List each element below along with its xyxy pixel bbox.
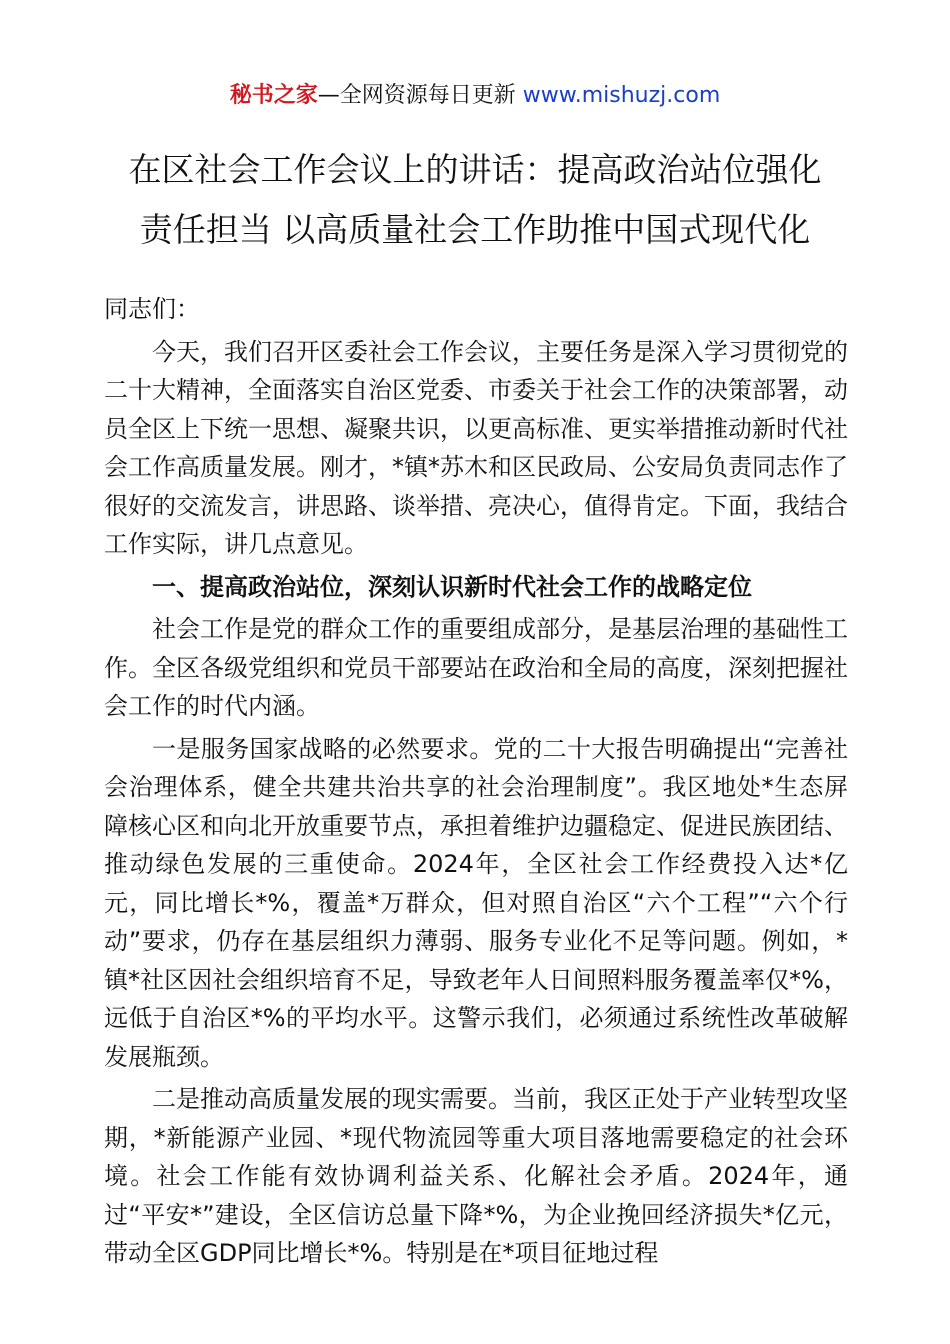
paragraph-section-intro: 社会工作是党的群众工作的重要组成部分，是基层治理的基础性工作。全区各级党组织和党员干部要站在政治和全局的高度，深刻把握社会工作的时代内涵。	[104, 615, 848, 720]
paragraph-point-1: 一是服务国家战略的必然要求。党的二十大报告明确提出“完善社会治理体系，健全共建共治共享的社会治理制度”。我区地处*生态屏障核心区和向北开放重要节点，承担着维护边疆稳定、促进民族团结、推动绿色发展的三重使命。2024年，全区社会工作经费投入达*亿元，同比增长*%，覆盖*万群众，但对照自治区“六个工程”“六个行动”要求，仍存在基层组织力薄弱、服务专业化不足等问题。例如，*镇*社区因社会组织培育不足，导致老年人日间照料服务覆盖率仅*%，远低于自治区*%的平均水平。这警示我们，必须通过系统性改革破解发展瓶颈。	[104, 734, 848, 1071]
document-title	[60, 140, 890, 260]
paragraph-intro: 今天，我们召开区委社会工作会议，主要任务是深入学习贯彻党的二十大精神，全面落实自治区党委、市委关于社会工作的决策部署，动员全区上下统一思想、凝聚共识，以更高标准、更实举措推动新时代社会工作高质量发展。刚才，*镇*苏木和区民政局、公安局负责同志作了很好的交流发言，讲思路、谈举措、亮决心，值得肯定。下面，我结合工作实际，讲几点意见。	[104, 337, 848, 558]
title-line-1: 在区社会工作会议上的讲话：提高政治站位强化	[128, 150, 822, 189]
document-body	[104, 290, 848, 1277]
paragraph-point-2: 二是推动高质量发展的现实需要。当前，我区正处于产业转型攻坚期，*新能源产业园、*现代物流园等重大项目落地需要稳定的社会环境。社会工作能有效协调利益关系、化解社会矛盾。2024年，通过“平安*”建设，全区信访总量下降*%，为企业挽回经济损失*亿元，带动全区GDP同比增长*%。特别是在*项目征地过程	[104, 1085, 848, 1267]
site-url-link[interactable]: www.mishuzj.com	[522, 83, 721, 108]
site-header	[0, 80, 950, 112]
section-heading-1: 一、提高政治站位，深刻认识新时代社会工作的战略定位	[152, 572, 752, 601]
salutation: 同志们：	[104, 295, 200, 323]
site-slogan: —全网资源每日更新	[317, 83, 516, 108]
brand-name: 秘书之家	[229, 83, 318, 108]
title-line-2: 责任担当 以高质量社会工作助推中国式现代化	[139, 210, 811, 249]
